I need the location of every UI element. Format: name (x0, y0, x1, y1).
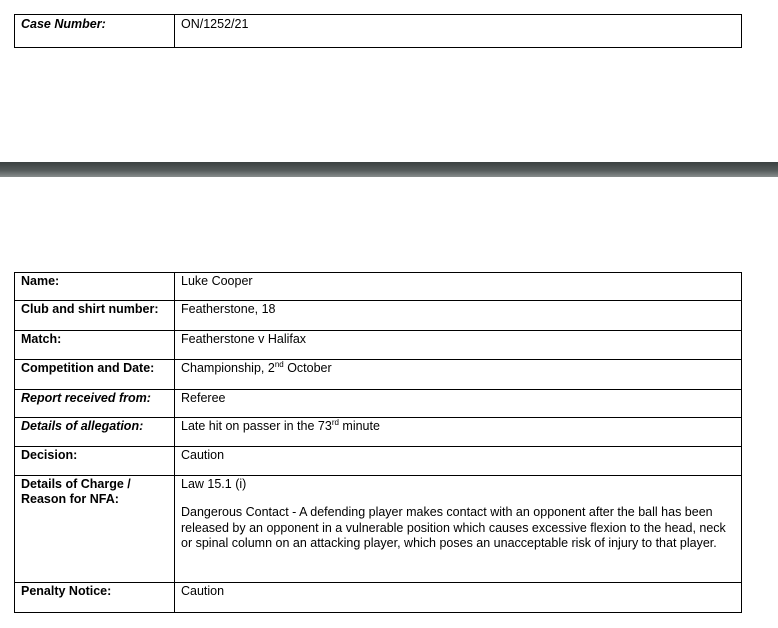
match-row (15, 331, 742, 360)
penalty-label: Penalty Notice: (15, 583, 175, 613)
name-label: Name: (15, 273, 175, 301)
case-number-label: Case Number: (15, 15, 175, 48)
charge-label: Details of Charge / Reason for NFA: (15, 476, 175, 583)
disciplinary-details-table (14, 272, 742, 613)
competition-value-suffix: October (283, 361, 332, 375)
report-label: Report received from: (15, 390, 175, 418)
charge-description: Dangerous Contact - A defending player makes contact with an opponent after the ball has been released by an opponent in a vulnerable position which causes excessive flexion to the head, neck or spinal column on an attacking player, which poses an unacceptable risk of injury to that player. (181, 505, 726, 550)
club-label: Club and shirt number: (21, 302, 159, 316)
name-row (15, 273, 742, 301)
case-number-row (15, 15, 742, 48)
case-number-value: ON/1252/21 (175, 15, 742, 48)
decision-row (15, 447, 742, 476)
report-row (15, 390, 742, 418)
competition-value-prefix: Championship, 2 (181, 361, 275, 375)
match-value: Featherstone v Halifax (175, 331, 742, 360)
penalty-value: Caution (175, 583, 742, 613)
charge-law: Law 15.1 (i) (181, 477, 247, 491)
decision-value: Caution (175, 447, 742, 476)
decision-label: Decision: (15, 447, 175, 476)
allegation-value-suffix: minute (338, 419, 380, 433)
club-row (15, 301, 742, 331)
competition-row (15, 360, 742, 390)
allegation-value (175, 418, 742, 447)
competition-value (175, 360, 742, 390)
case-number-table (14, 14, 742, 48)
allegation-label: Details of allegation: (15, 418, 175, 447)
competition-label: Competition and Date: (15, 360, 175, 390)
charge-row (15, 476, 742, 583)
name-value: Luke Cooper (175, 273, 742, 301)
competition-value-sup: nd (274, 359, 284, 369)
section-divider (0, 162, 778, 177)
allegation-value-sup: rd (331, 417, 339, 427)
club-value: Featherstone, 18 (175, 301, 742, 331)
allegation-value-prefix: Late hit on passer in the 73 (181, 419, 332, 433)
penalty-row (15, 583, 742, 613)
charge-value (175, 476, 742, 583)
match-label: Match: (15, 331, 175, 360)
report-value: Referee (175, 390, 742, 418)
allegation-row (15, 418, 742, 447)
